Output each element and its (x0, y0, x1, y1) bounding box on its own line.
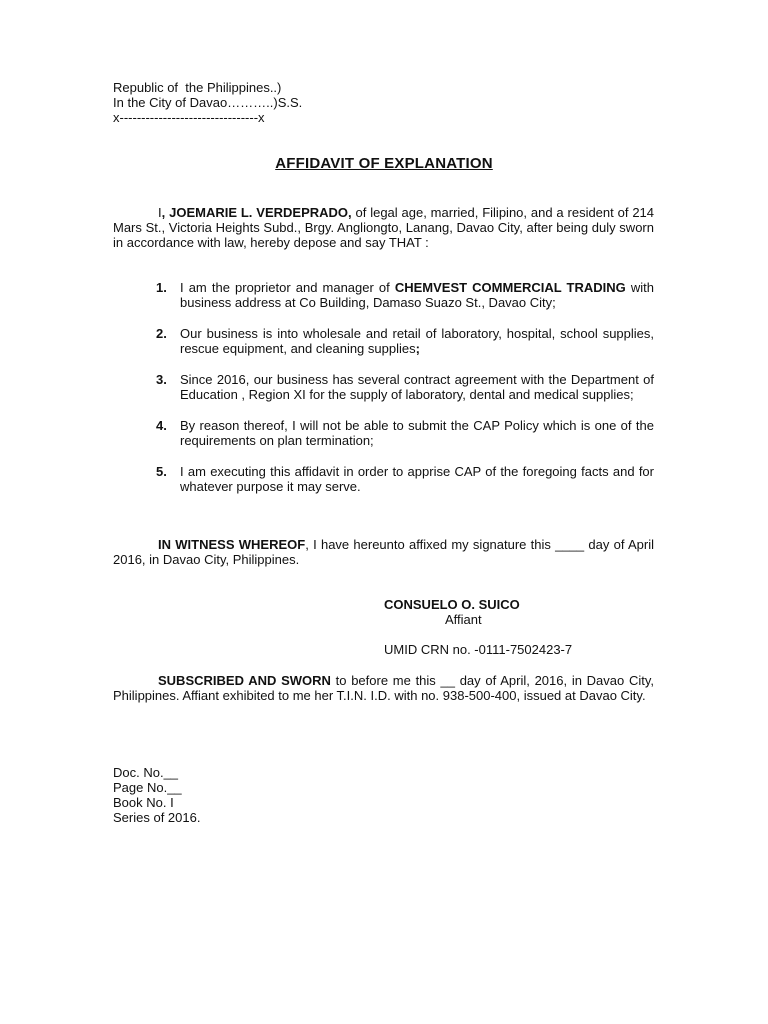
business-name: CHEMVEST COMMERCIAL TRADING (394, 280, 626, 295)
statement-text-bold: ; (415, 341, 420, 356)
intro-comma: , (161, 205, 170, 220)
statement-number: 1. (156, 280, 167, 295)
statement-text-part: with business address at Co Building, Damaso Suazo St., Davao City; (180, 280, 654, 310)
document-title: AFFIDAVIT OF EXPLANATION (275, 155, 493, 172)
statement-item (156, 418, 654, 448)
witness-heading: IN WITNESS WHEREOF (158, 537, 306, 552)
affiant-role: Affiant (445, 612, 482, 627)
jurat-heading: SUBSCRIBED AND SWORN (158, 673, 331, 688)
statement-text-part: I am executing this affidavit in order to apprise CAP of the foregoing facts and for whatever purpose it may serve. (180, 464, 654, 494)
statement-text (180, 280, 654, 310)
numbered-statements (156, 280, 654, 510)
series-year: Series of 2016. (113, 810, 201, 825)
statement-number: 3. (156, 372, 167, 387)
statement-text (180, 464, 654, 494)
affiant-name: CONSUELO O. SUICO (384, 597, 520, 612)
statement-text (180, 326, 654, 356)
book-number: Book No. I (113, 795, 174, 810)
venue-divider: x--------------------------------x (113, 110, 265, 125)
intro-paragraph (113, 205, 654, 250)
statement-item (156, 464, 654, 494)
statement-text (180, 372, 654, 402)
statement-number: 5. (156, 464, 167, 479)
affiant-name-intro: JOEMARIE L. VERDEPRADO, (169, 205, 352, 220)
witness-text: , I have hereunto affixed my signature this ____ day of April 2016, in Davao City, Philippines. (113, 537, 654, 567)
statement-item (156, 280, 654, 310)
intro-prefix: I (158, 205, 162, 220)
venue-city: In the City of Davao………..)S.S. (113, 95, 303, 110)
affiant-signature-block (384, 597, 520, 627)
statement-text-part: Since 2016, our business has several contract agreement with the Department of Education , Region XI for the supply of laboratory, dental and medical supplies; (180, 372, 654, 402)
statement-number: 4. (156, 418, 167, 433)
page-number: Page No.__ (113, 780, 182, 795)
statement-text (180, 418, 654, 448)
doc-number: Doc. No.__ (113, 765, 179, 780)
jurat-text: to before me this __ day of April, 2016, in Davao City, Philippines. Affiant exhibited to me her T.I.N. I.D. with no. 938-500-400, issued at Davao City. (113, 673, 654, 703)
statement-item (156, 326, 654, 356)
statement-text-part: By reason thereof, I will not be able to submit the CAP Policy which is one of the requirements on plan termination; (180, 418, 654, 448)
witness-paragraph (113, 537, 654, 567)
intro-text: of legal age, married, Filipino, and a resident of 214 Mars St., Victoria Heights Subd., Brgy. Angliongto, Lanang, Davao City, after being duly sworn in accordance with law, hereby depose and say THAT : (113, 205, 655, 250)
statement-text-part: Our business is into wholesale and retail of laboratory, hospital, school supplies, rescue equipment, and cleaning supplies (180, 326, 654, 356)
umid-number: UMID CRN no. -0111-7502423-7 (384, 642, 573, 657)
notarial-register (113, 765, 200, 825)
venue-block (113, 80, 302, 125)
statement-number: 2. (156, 326, 167, 341)
jurat-paragraph (113, 673, 654, 703)
statement-text-part: I am the proprietor and manager of (180, 280, 395, 295)
statement-item (156, 372, 654, 402)
venue-republic: Republic of the Philippines..) (113, 80, 282, 95)
